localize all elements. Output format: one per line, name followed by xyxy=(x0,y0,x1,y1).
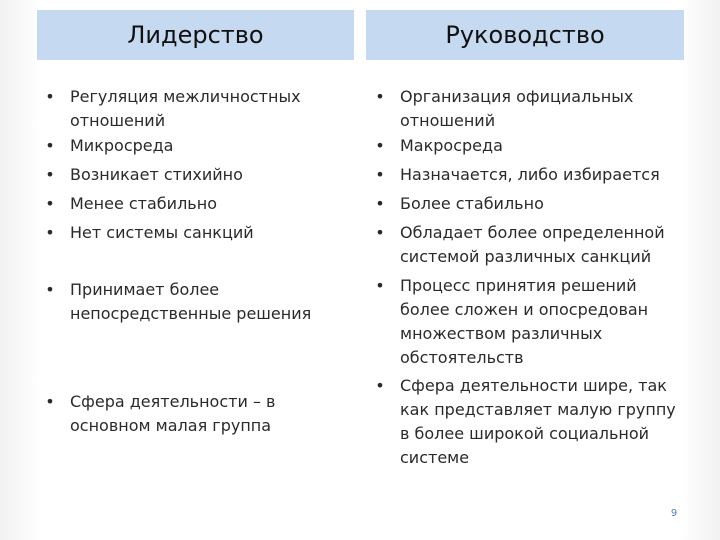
management-item xyxy=(375,134,690,158)
management-item-text: Сфера деятельности шире, так как представляет малую группу в более широкой социальной системе xyxy=(400,376,676,467)
management-item-text: Процесс принятия решений более сложен и опосредован множеством различных обстоятельств xyxy=(400,276,649,367)
management-title: Руководство xyxy=(445,21,605,49)
leadership-item xyxy=(45,192,348,216)
bullet-icon: • xyxy=(375,87,385,106)
management-item-text: Более стабильно xyxy=(400,194,544,213)
bullet-icon: • xyxy=(375,136,385,155)
management-item-text: Макросреда xyxy=(400,136,503,155)
leadership-item-text: Регуляция межличностных отношений xyxy=(70,87,301,130)
management-item-text: Обладает более определенной системой различных санкций xyxy=(400,223,665,266)
bullet-icon: • xyxy=(375,276,385,295)
leadership-item-text: Сфера деятельности – в основном малая группа xyxy=(70,392,276,435)
bullet-icon: • xyxy=(45,136,55,155)
management-item xyxy=(375,192,690,216)
leadership-item xyxy=(45,221,348,245)
leadership-item xyxy=(45,163,348,187)
leadership-item xyxy=(45,390,348,438)
management-item xyxy=(375,221,690,269)
management-item-text: Организация официальных отношений xyxy=(400,87,634,130)
bullet-icon: • xyxy=(45,87,55,106)
management-item xyxy=(375,85,690,133)
leadership-item-text: Менее стабильно xyxy=(70,194,217,213)
leadership-item-text: Возникает стихийно xyxy=(70,165,243,184)
management-header xyxy=(366,10,684,60)
leadership-header xyxy=(37,10,354,60)
bullet-icon: • xyxy=(375,376,385,395)
bullet-icon: • xyxy=(45,280,55,299)
management-item-text: Назначается, либо избирается xyxy=(400,165,660,184)
bullet-icon: • xyxy=(375,194,385,213)
leadership-item xyxy=(45,278,348,326)
leadership-item-text: Микросреда xyxy=(70,136,174,155)
leadership-item-text: Нет системы санкций xyxy=(70,223,254,242)
bullet-icon: • xyxy=(375,223,385,242)
management-item xyxy=(375,163,690,187)
bullet-icon: • xyxy=(45,223,55,242)
leadership-item xyxy=(45,85,348,133)
bullet-icon: • xyxy=(45,165,55,184)
leadership-item xyxy=(45,134,348,158)
management-item xyxy=(375,274,690,370)
leadership-title: Лидерство xyxy=(127,21,264,49)
bullet-icon: • xyxy=(45,392,55,411)
bullet-icon: • xyxy=(375,165,385,184)
page-number: 9 xyxy=(670,508,678,519)
leadership-item-text: Принимает более непосредственные решения xyxy=(70,280,312,323)
management-item xyxy=(375,374,690,470)
bullet-icon: • xyxy=(45,194,55,213)
